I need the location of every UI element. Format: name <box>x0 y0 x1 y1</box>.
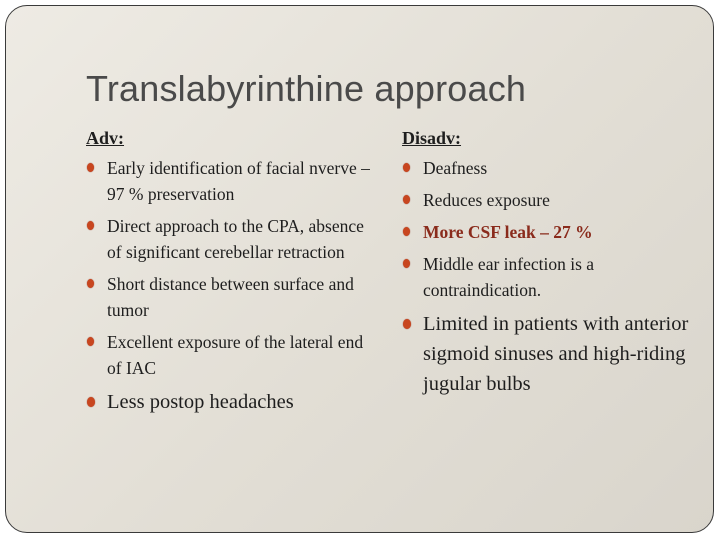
list-item <box>402 219 702 245</box>
list-item <box>402 251 702 303</box>
list-item <box>86 387 371 417</box>
bullet-icon <box>403 195 410 204</box>
bullet-icon <box>87 221 94 230</box>
disadvantages-column <box>402 128 702 405</box>
list-item <box>86 155 371 207</box>
bullet-icon <box>87 397 95 407</box>
list-item-text: Excellent exposure of the lateral end of IAC <box>107 332 364 378</box>
bullet-icon <box>403 227 410 236</box>
bullet-icon <box>403 319 411 329</box>
list-item <box>86 329 371 381</box>
bullet-icon <box>87 337 94 346</box>
disadvantages-heading: Disadv: <box>402 128 462 148</box>
list-item-text: Middle ear infection is a contraindication. <box>423 254 595 300</box>
bullet-icon <box>87 279 94 288</box>
list-item <box>402 309 702 399</box>
list-item-text: Early identification of facial nverve – 97 % preservation <box>107 158 370 204</box>
list-item <box>402 187 702 213</box>
list-item-text: More CSF leak – 27 % <box>423 222 593 242</box>
bullet-icon <box>87 163 94 172</box>
list-item-text: Short distance between surface and tumor <box>107 274 354 320</box>
list-item <box>86 271 371 323</box>
disadvantages-list <box>402 155 702 399</box>
advantages-column <box>86 128 371 423</box>
bullet-icon <box>403 163 410 172</box>
bullet-icon <box>403 259 410 268</box>
list-item-text: Reduces exposure <box>423 190 550 210</box>
slide <box>5 5 714 533</box>
list-item-text: Less postop headaches <box>107 391 294 413</box>
slide-title: Translabyrinthine approach <box>86 68 527 109</box>
list-item <box>402 155 702 181</box>
list-item-text: Direct approach to the CPA, absence of significant cerebellar retraction <box>107 216 364 262</box>
advantages-list <box>86 155 371 417</box>
advantages-heading: Adv: <box>86 128 125 148</box>
list-item-text: Deafness <box>423 158 488 178</box>
list-item <box>86 213 371 265</box>
list-item-text: Limited in patients with anterior sigmoid sinuses and high-riding jugular bulbs <box>423 313 689 395</box>
